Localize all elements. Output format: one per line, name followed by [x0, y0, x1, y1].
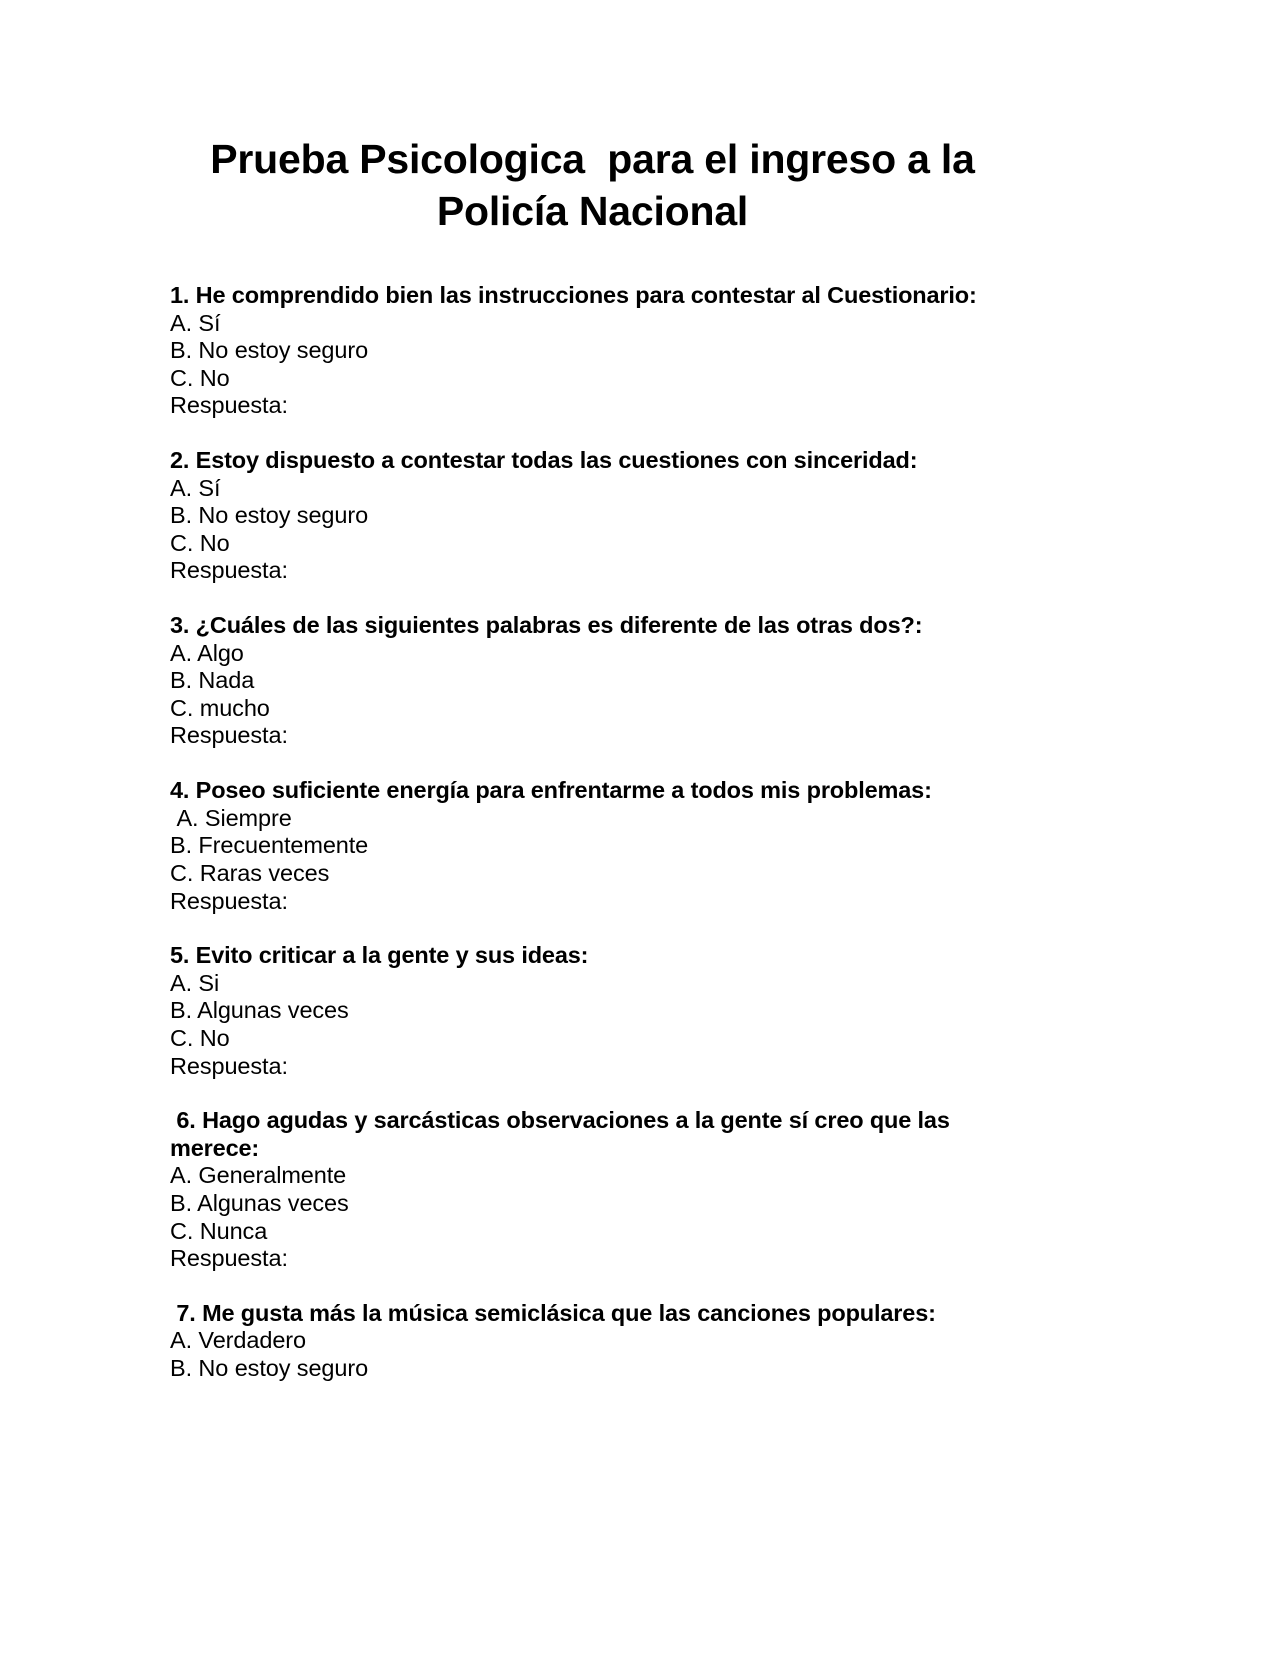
block-spacer: [170, 915, 1015, 942]
question-block-6: [170, 1107, 1015, 1273]
question-3-option-b[interactable]: B. Nada: [170, 667, 255, 694]
question-3-option-a[interactable]: A. Algo: [170, 639, 244, 666]
question-4-option-b[interactable]: B. Frecuentemente: [170, 832, 369, 859]
question-2-answer-label[interactable]: Respuesta:: [170, 557, 288, 584]
block-spacer: [170, 585, 1015, 612]
question-title-4: 4. Poseo suficiente energía para enfrentarme a todos mis problemas:: [170, 777, 932, 804]
question-2-option-b[interactable]: B. No estoy seguro: [170, 502, 369, 529]
question-1-option-c[interactable]: C. No: [170, 364, 230, 391]
question-2-option-a[interactable]: A. Sí: [170, 474, 221, 501]
question-block-7: [170, 1300, 1015, 1383]
block-spacer: [170, 1273, 1015, 1300]
question-5-answer-label[interactable]: Respuesta:: [170, 1052, 288, 1079]
question-5-option-c[interactable]: C. No: [170, 1024, 230, 1051]
question-7-option-a[interactable]: A. Verdadero: [170, 1327, 306, 1354]
question-5-option-b[interactable]: B. Algunas veces: [170, 997, 349, 1024]
question-5-option-a[interactable]: A. Si: [170, 969, 220, 996]
question-6-answer-label[interactable]: Respuesta:: [170, 1245, 288, 1272]
question-title-7: 7. Me gusta más la música semiclásica que las canciones populares:: [170, 1299, 936, 1326]
question-6-option-b[interactable]: B. Algunas veces: [170, 1190, 349, 1216]
question-block-2: [170, 447, 1015, 585]
question-4-option-a[interactable]: A. Siempre: [170, 804, 292, 831]
question-title-3: 3. ¿Cuáles de las siguientes palabras es diferente de las otras dos?:: [170, 612, 923, 639]
question-title-2: 2. Estoy dispuesto a contestar todas las cuestiones con sinceridad:: [170, 446, 918, 473]
question-title-1: 1. He comprendido bien las instrucciones para contestar al Cuestionario:: [170, 281, 977, 308]
page-title: Prueba Psicologica para el ingreso a la Policía Nacional: [210, 136, 986, 235]
block-spacer: [170, 1080, 1015, 1107]
question-2-option-c[interactable]: C. No: [170, 529, 230, 556]
question-block-4: [170, 777, 1015, 915]
question-6-option-a[interactable]: A. Generalmente: [170, 1162, 347, 1189]
question-4-option-c[interactable]: C. Raras veces: [170, 859, 330, 886]
question-7-option-b[interactable]: B. No estoy seguro: [170, 1355, 369, 1382]
block-spacer: [170, 750, 1015, 777]
block-spacer: [170, 420, 1015, 447]
question-4-answer-label[interactable]: Respuesta:: [170, 887, 288, 914]
question-3-answer-label[interactable]: Respuesta:: [170, 722, 288, 749]
question-1-option-a[interactable]: A. Sí: [170, 309, 221, 336]
question-1-option-b[interactable]: B. No estoy seguro: [170, 337, 369, 364]
question-3-option-c[interactable]: C. mucho: [170, 694, 270, 721]
question-block-1: [170, 282, 1015, 420]
question-1-answer-label[interactable]: Respuesta:: [170, 392, 288, 419]
document-content: [170, 0, 1015, 1383]
question-6-option-c[interactable]: C. Nunca: [170, 1217, 268, 1244]
question-block-5: [170, 942, 1015, 1080]
question-block-3: [170, 612, 1015, 750]
question-title-6: 6. Hago agudas y sarcásticas observaciones a la gente sí creo que las merece:: [170, 1107, 957, 1161]
question-title-5: 5. Evito criticar a la gente y sus ideas:: [170, 942, 589, 969]
